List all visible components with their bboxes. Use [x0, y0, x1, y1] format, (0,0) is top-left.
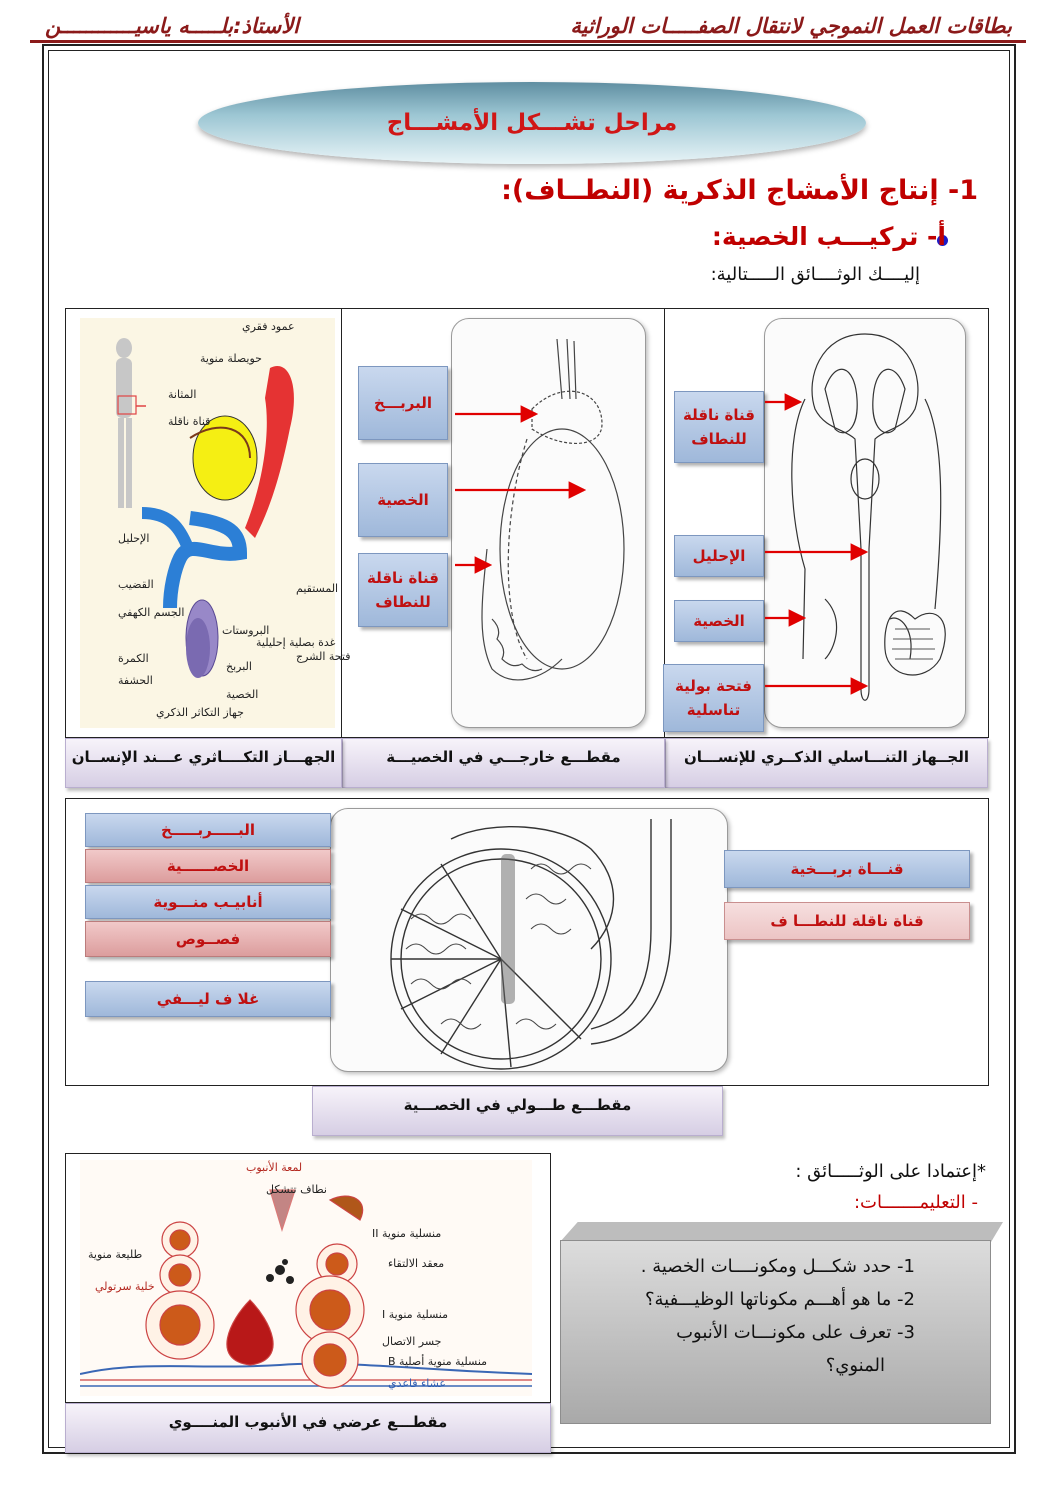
page-title: مراحل تشـــكل الأمشـــاج — [386, 110, 678, 136]
question-3: 3- تعرف على مكونـــات الأنبوب — [676, 1322, 915, 1343]
label-epididymal-duct: قنـــاة بربـــخية — [724, 850, 970, 888]
lbl-urethra: الإحليل — [118, 532, 150, 545]
lbl-prepuce: الحشفة — [118, 674, 153, 687]
intro-text: إليــــك الوثــــائق الـــــتالية: — [710, 264, 920, 285]
lbl-testis: الخصية — [226, 688, 259, 701]
lbl-sertoli: خلية سرتولي — [95, 1280, 155, 1293]
lbl-lumen: لمعة الأنبوب — [246, 1161, 303, 1174]
lbl-seminal-vesicle: حويصلة منوية — [200, 352, 262, 365]
label-tunica: غلا ف ليـــفي — [85, 981, 331, 1017]
caption-anatomy: الجهـــاز التكــــاثري عـــند الإنســان — [65, 738, 342, 788]
caption-long-section: مقطـــع طـــولي في الخصـــية — [312, 1086, 723, 1136]
lbl-junction: معقد الالتقاء — [388, 1257, 445, 1270]
label-vas-deferens: قناة ناقلة للنطاف — [358, 553, 448, 627]
lbl-corpus: الجسم الكهفي — [118, 606, 185, 619]
series-title: بطاقات العمل النموجي لانتقال الصفـــــات الوراثية — [570, 14, 1012, 38]
label-vas-deferens: قناة ناقلة للنطـــا ف — [724, 902, 970, 940]
lbl-glans: الكمرة — [118, 652, 149, 665]
lbl-spine: عمود فقري — [242, 320, 295, 333]
lbl-bladder: المثانة — [168, 388, 197, 401]
long-section-figure — [330, 808, 728, 1072]
lbl-spermatid: طليعة منوية — [88, 1248, 143, 1261]
lbl-penis: القضيب — [118, 578, 154, 591]
label-urogenital-opening: فتحة بولية تناسلية — [663, 664, 764, 732]
lbl-basal-membrane: غشاء قاعدي — [388, 1377, 446, 1390]
caption-cross-section: مقطـــع عرضي في الأنبوب المنــــوي — [65, 1403, 551, 1453]
question-1: 1- حدد شكـــل ومكونــــات الخصية . — [640, 1256, 915, 1277]
long-section-drawing — [331, 809, 727, 1071]
label-epididymis: البربـــخ — [358, 366, 448, 440]
question-3-continued: المنوي؟ — [825, 1355, 885, 1376]
label-lobules: فصــوص — [85, 921, 331, 957]
lbl-prostate: البروستات — [222, 624, 270, 637]
label-testis: الخصية — [358, 463, 448, 537]
lbl-system: جهاز التكاثر الذكري — [156, 706, 244, 719]
label-epididymis: البـــــربـــــخ — [85, 813, 331, 847]
lbl-rectum: المستقيم — [296, 582, 339, 595]
lbl-epididymis: البربخ — [226, 660, 252, 673]
lbl-forming-sperm: نطاف تتشكل — [266, 1183, 327, 1196]
subsection-heading: أ- تركيـــب الخصية: — [711, 222, 946, 251]
lbl-bridge: جسر الاتصال — [382, 1335, 442, 1348]
label-vas-deferens: قناة ناقلة للنطاف — [674, 391, 764, 463]
label-seminiferous-tubules: أنابيـب منـــوية — [85, 885, 331, 919]
instructions-lead: *إعتمادا على الوثـــــائق : — [795, 1161, 986, 1182]
lbl-spermatocyte-i: منسلية منوية I — [382, 1308, 448, 1321]
caption-testis-external: مقطـــع خارجـــي في الخصيـــة — [342, 738, 665, 788]
lbl-bulbourethral: غدة بصلية إحليلية — [256, 636, 336, 649]
label-urethra: الإحليل — [674, 535, 764, 577]
question-box-top — [560, 1222, 1003, 1242]
label-testis: الخصية — [674, 600, 764, 642]
label-testis: الخصــــــية — [85, 849, 331, 883]
instructions-heading: - التعليمـــــــات: — [853, 1192, 978, 1213]
caption-reproductive-system: الجــهاز التنـــاسلي الذكــري للإنســـان — [665, 738, 988, 788]
lbl-anus: فتحة الشرج — [296, 650, 351, 663]
section-heading: 1- إنتاج الأمشاج الذكرية (النطــاف): — [501, 175, 978, 206]
lbl-spermatocyte-ii: منسلية منوية II — [372, 1227, 442, 1240]
question-2: 2- ما هو أهـــم مكوناتها الوظيـــفية؟ — [644, 1289, 915, 1310]
teacher-name: الأستاذ:بلـــــه ياسيــــــــــــن — [45, 14, 300, 38]
lbl-spermatogonium: منسلية منوية أصلية B — [388, 1355, 488, 1368]
lbl-vas-deferens: قناة ناقلة — [168, 415, 211, 428]
